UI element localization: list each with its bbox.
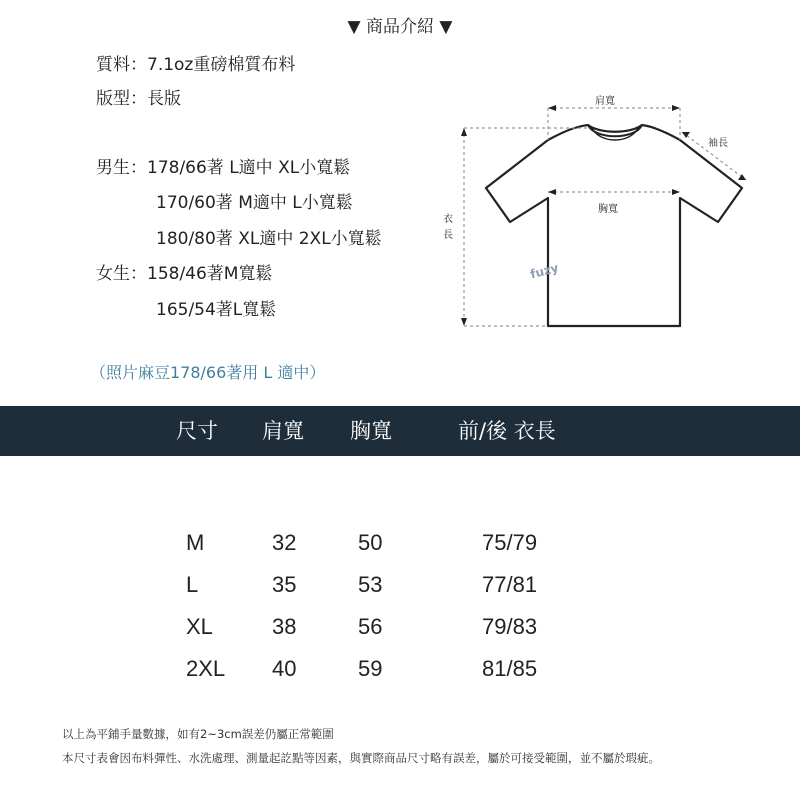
sleeve-label: 袖長 [708,138,728,149]
female-fit-line-2: 165/54著L寬鬆 [156,300,277,320]
shoulder-label: 肩寬 [595,96,615,107]
male-fit-line-2: 170/60著 M適中 L小寬鬆 [156,193,353,213]
material-line: 質料：7.1oz重磅棉質布料 [96,55,296,75]
length-cell: 79/83 [482,614,538,639]
fit-line: 版型：長版 [96,89,181,109]
length-label-bottom: 長 [443,230,453,241]
shoulder-cell: 38 [272,614,297,639]
chest-cell: 53 [358,572,383,597]
header-shoulder: 肩寬 [262,419,304,443]
tshirt-measurement-diagram [430,88,770,338]
male-fit-line-1: 男生：178/66著 L適中 XL小寬鬆 [96,158,351,178]
size-cell: 2XL [186,656,226,681]
size-table-header [0,406,800,456]
shoulder-cell: 32 [272,530,297,555]
size-table-body [0,530,800,690]
chest-cell: 50 [358,530,383,555]
table-row [0,656,800,696]
shoulder-cell: 35 [272,572,297,597]
header-size: 尺寸 [176,419,218,443]
length-cell: 81/85 [482,656,538,681]
size-cell: L [186,572,199,597]
footnote-2: 本尺寸表會因布料彈性、水洗處理、測量起訖點等因素，與實際商品尺寸略有誤差，屬於可接受範圍，並不屬於瑕疵。 [62,751,660,765]
chest-cell: 56 [358,614,383,639]
shoulder-cell: 40 [272,656,297,681]
size-cell: XL [186,614,213,639]
footnote-1: 以上為平鋪手量數據，如有2~3cm誤差仍屬正常範圍 [62,727,334,741]
header-length: 前/後 衣長 [458,419,556,443]
table-row [0,572,800,612]
length-cell: 77/81 [482,572,538,597]
brand-logo: fuzy [528,260,560,282]
male-fit-line-3: 180/80著 XL適中 2XL小寬鬆 [156,229,382,249]
length-label-top: 衣 [443,214,453,225]
section-title: ▼ 商品介紹 ▼ [347,17,453,37]
chest-label: 胸寬 [598,204,618,215]
size-cell: M [186,530,205,555]
chest-cell: 59 [358,656,383,681]
header-chest: 胸寬 [350,419,392,443]
table-row [0,530,800,570]
length-cell: 75/79 [482,530,538,555]
table-row [0,614,800,654]
model-note: （照片麻豆178/66著用 L 適中） [90,363,326,382]
female-fit-line-1: 女生：158/46著M寬鬆 [96,264,273,284]
